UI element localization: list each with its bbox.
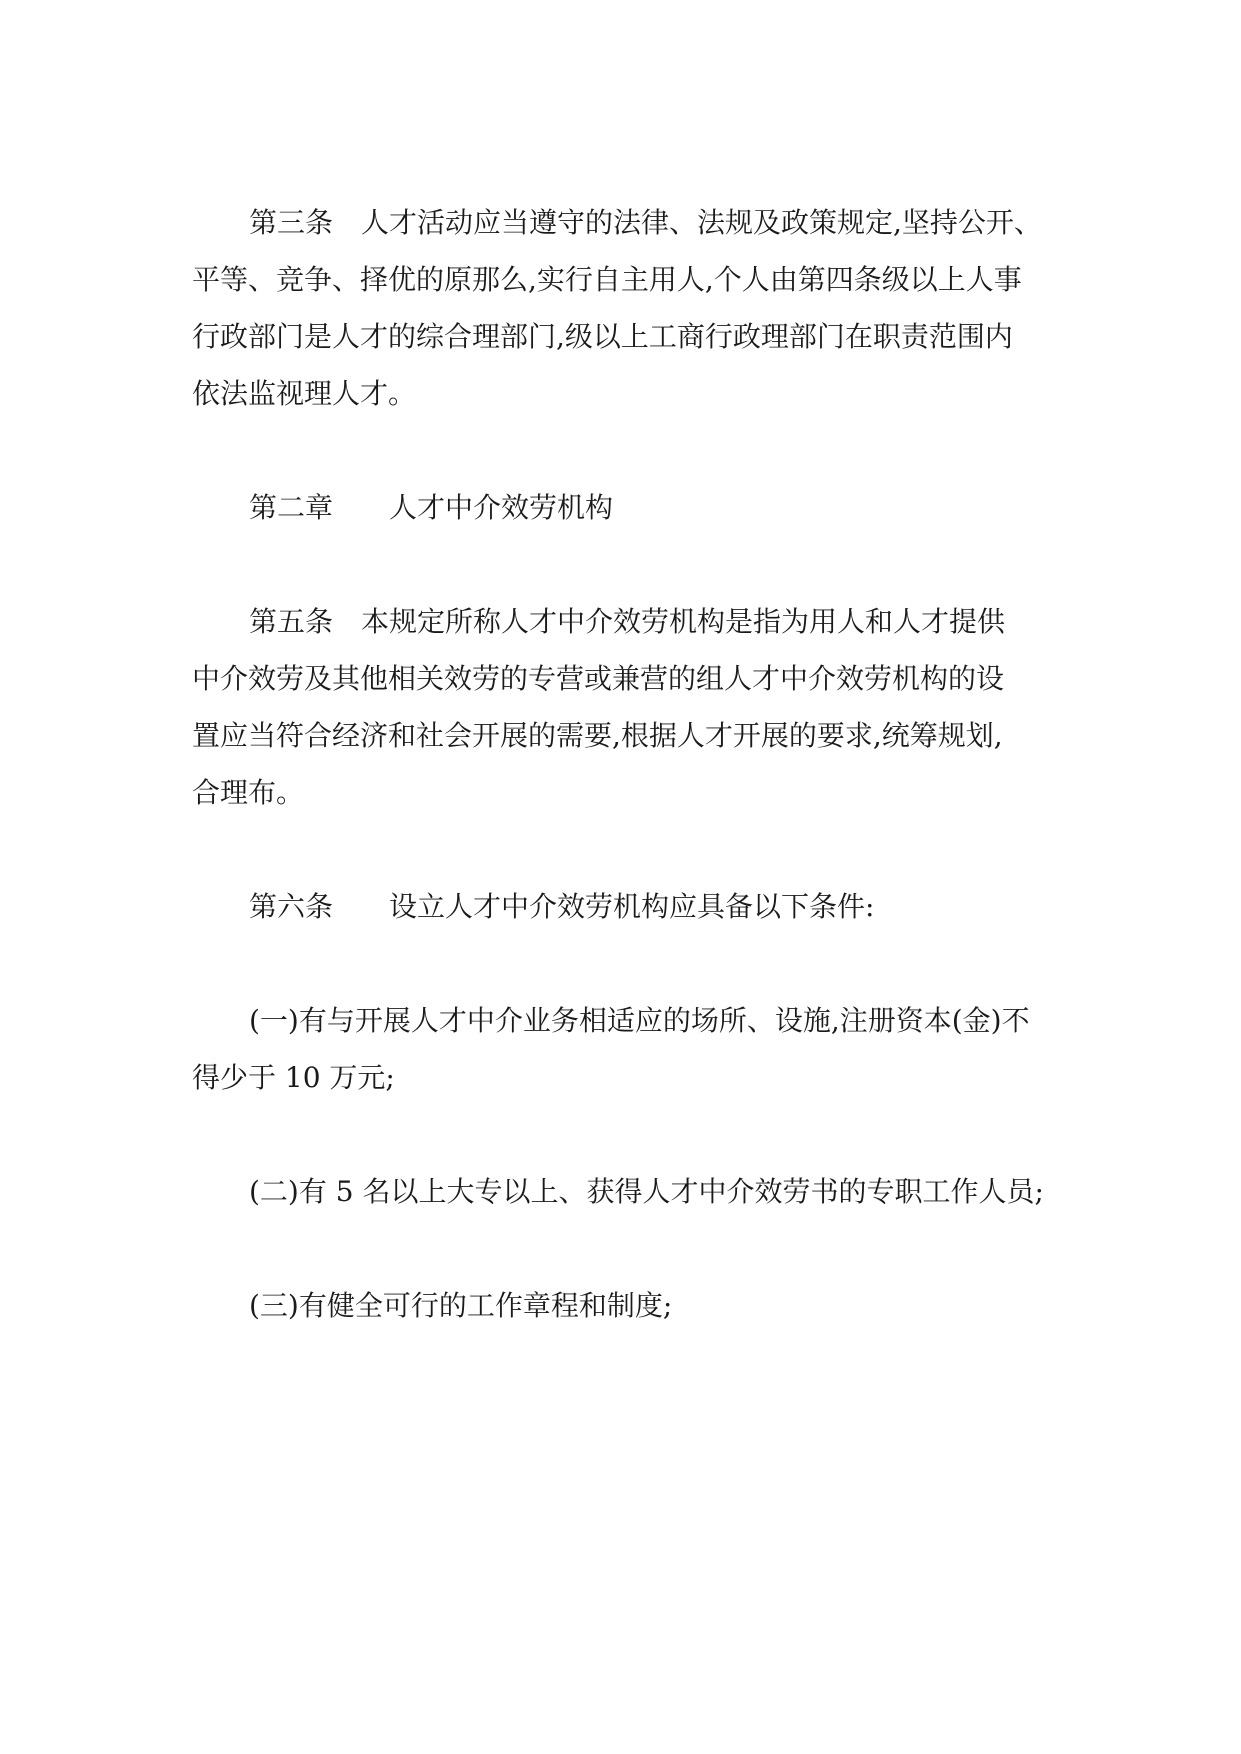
article-3-number: 第三条 <box>249 206 334 239</box>
article-3-line-3: 行政部门是人才的综合理部门,级以上工商行政理部门在职责范围内 <box>192 320 1013 353</box>
chapter-2-heading <box>249 488 613 528</box>
article-3-line-4: 依法监视理人才。 <box>192 377 417 410</box>
item-2-line-1: (二)有 5 名以上大专以上、获得人才中介效劳书的专职工作人员; <box>249 1175 1044 1208</box>
chapter-2-number: 第二章 <box>249 491 334 524</box>
item-1-line-2: 得少于 10 万元; <box>192 1061 395 1094</box>
article-6-number: 第六条 <box>249 890 334 923</box>
article-3-text-1: 人才活动应当遵守的法律、法规及政策规定,坚持公开、 <box>361 206 1042 239</box>
article-5-text-1: 本规定所称人才中介效劳机构是指为用人和人才提供 <box>361 605 1006 638</box>
article-6-line-1 <box>249 887 874 927</box>
article-5-line-3: 置应当符合经济和社会开展的需要,根据人才开展的要求,统筹规划, <box>192 719 1003 752</box>
chapter-2-title: 人才中介效劳机构 <box>389 491 614 524</box>
article-6-text-1: 设立人才中介效劳机构应具备以下条件: <box>389 890 875 923</box>
article-5-number: 第五条 <box>249 605 334 638</box>
item-3-line-1: (三)有健全可行的工作章程和制度; <box>249 1289 673 1322</box>
article-3-line-2: 平等、竞争、择优的原那么,实行自主用人,个人由第四条级以上人事 <box>192 263 1022 296</box>
article-3-line-1 <box>249 203 1042 243</box>
article-5-line-1 <box>249 602 1005 642</box>
article-5-line-4: 合理布。 <box>192 776 305 809</box>
item-1-line-1: (一)有与开展人才中介业务相适应的场所、设施,注册资本(金)不 <box>249 1004 1030 1037</box>
article-5-line-2: 中介效劳及其他相关效劳的专营或兼营的组人才中介效劳机构的设 <box>192 662 1005 695</box>
